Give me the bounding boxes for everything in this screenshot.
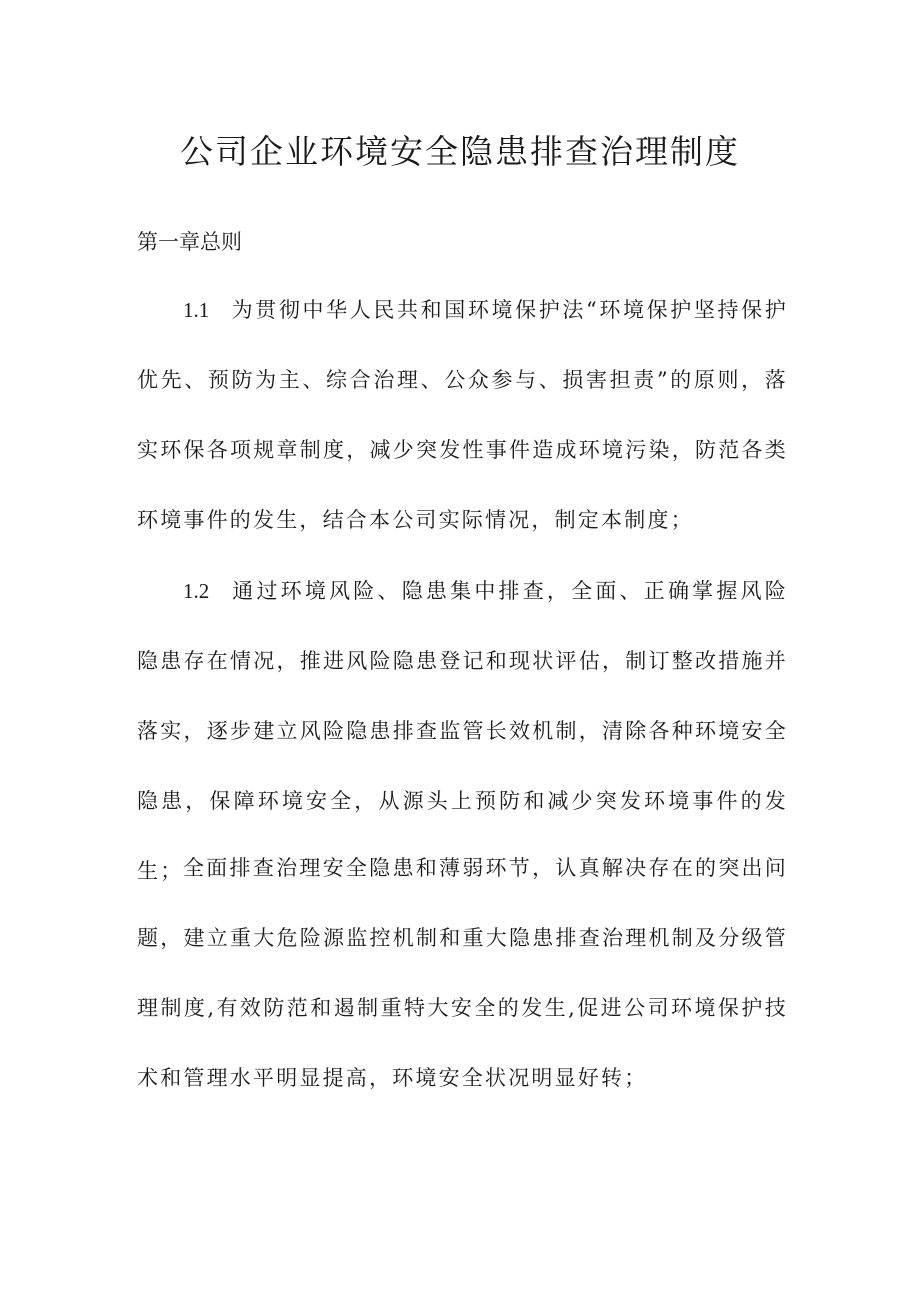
paragraph-number: 1.2: [183, 579, 210, 603]
paragraph-text: 全面排查治理安全隐患和薄弱环节，认真解决存在的突出问题，建立重大危险源监控机制和重大隐患排查治理机制及分级管理制度,有效防范和遏制重特大安全的发生,促进公司环境保护技术和管理水平明显提高，环境安全状况明显好转；: [137, 856, 788, 1090]
chapter-heading: 第一章总则: [137, 230, 242, 254]
paragraph-number: 1.1: [183, 298, 210, 322]
document-title: 公司企业环境安全隐患排查治理制度: [180, 132, 740, 171]
paragraph-1-1: [137, 275, 788, 555]
paragraph-unnumbered: [137, 833, 788, 1113]
paragraph-text: 为贯彻中华人民共和国环境保护法“环境保护坚持保护优先、预防为主、综合治理、公众参与、损害担责”的原则，落实环保各项规章制度，减少突发性事件造成环境污染，防范各类环境事件的发生，结合本公司实际情况，制定本制度；: [137, 298, 788, 532]
paragraph-text: 通过环境风险、隐患集中排查，全面、正确掌握风险隐患存在情况，推进风险隐患登记和现状评估，制订整改措施并落实，逐步建立风险隐患排查监管长效机制，清除各种环境安全隐患，保障环境安全，从源头上预防和减少突发环境事件的发生；: [137, 579, 788, 883]
